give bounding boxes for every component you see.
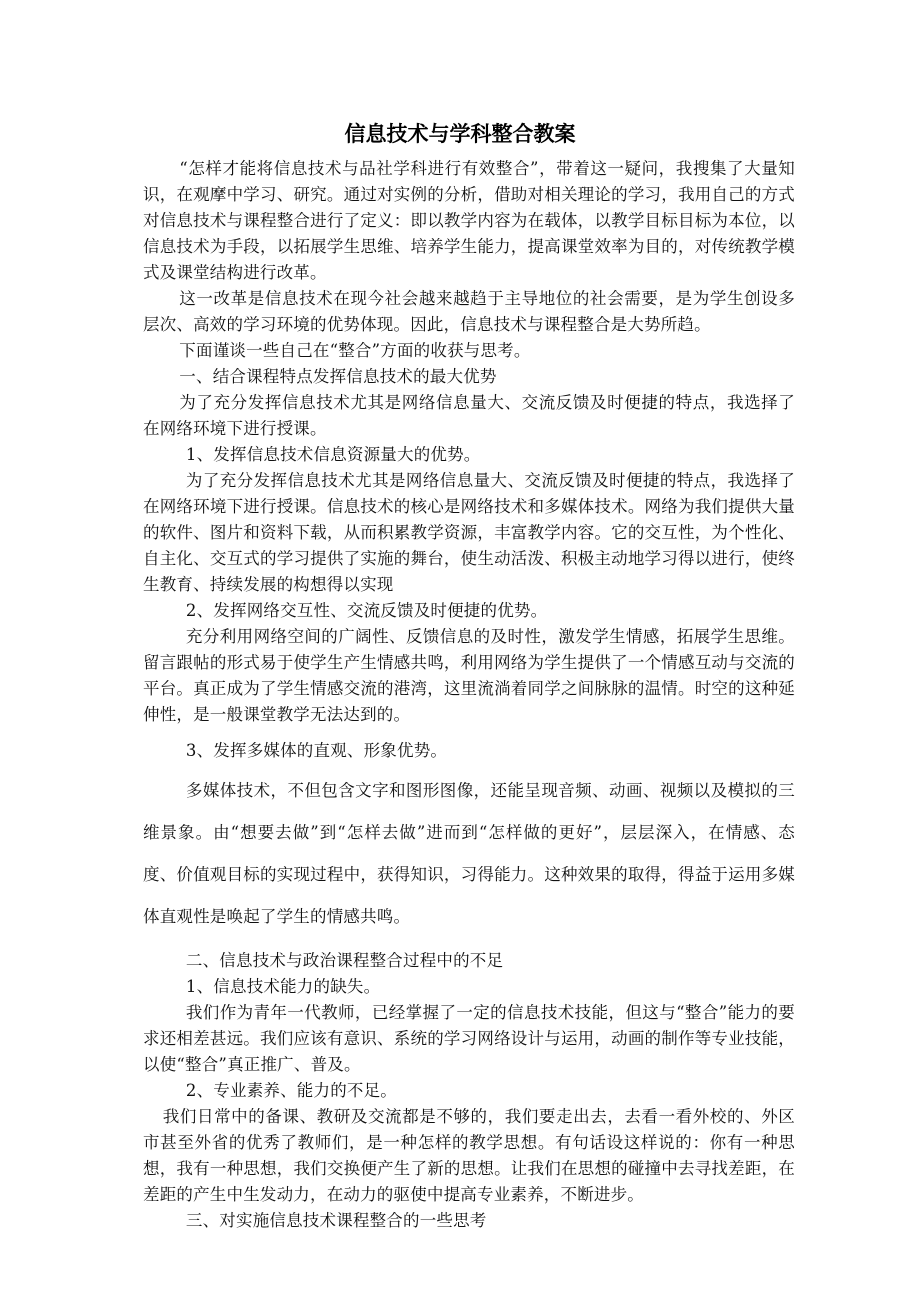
paragraph-intro: “怎样才能将信息技术与品社学科进行有效整合”，带着这一疑问，我搜集了大量知识，在观摩中学习、研究。通过对实例的分析，借助对相关理论的学习，我用自己的方式对信息技术与课程整合进行了定义：即以教学内容为在载体，以教学目标目标为本位，以信息技术为手段，以拓展学生思维、培养学生能力，提高课堂效率为目的，对传统教学模式及课堂结构进行改革。 bbox=[143, 159, 795, 282]
heading-section-2: 二、信息技术与政治课程整合过程中的不足 bbox=[185, 951, 504, 970]
heading-item-2-1: 1、信息技术能力的缺失。 bbox=[185, 977, 381, 996]
paragraph-reform: 这一改革是信息技术在现今社会越来越趋于主导地位的社会需要，是为学生创设多层次、高效的学习环境的优势体现。因此，信息技术与课程整合是大势所趋。 bbox=[143, 289, 795, 334]
heading-item-1-1: 1、发挥信息技术信息资源量大的优势。 bbox=[185, 445, 481, 464]
document-title: 信息技术与学科整合教案 bbox=[344, 122, 576, 146]
heading-item-1-3: 3、发挥多媒体的直观、形象优势。 bbox=[185, 741, 448, 760]
heading-item-2-2: 2、专业素养、能力的不足。 bbox=[185, 1081, 397, 1100]
document-body bbox=[143, 156, 795, 1234]
paragraph-item-1-3: 多媒体技术，不但包含文字和图形图像，还能呈现音频、动画、视频以及模拟的三维景象。由“想要去做”到“怎样去做”进而到“怎样做的更好”，层层深入，在情感、态度、价值观目标的实现过程中，获得知识，习得能力。这种效果的取得，得益于运用多媒体直观性是唤起了学生的情感共鸣。 bbox=[143, 781, 795, 926]
paragraph-section-1: 为了充分发挥信息技术尤其是网络信息量大、交流反馈及时便捷的特点，我选择了在网络环境下进行授课。 bbox=[143, 393, 795, 438]
paragraph-item-1-1: 为了充分发挥信息技术尤其是网络信息量大、交流反馈及时便捷的特点，我选择了在网络环境下进行授课。信息技术的核心是网络技术和多媒体技术。网络为我们提供大量的软件、图片和资料下载，从而积累教学资源，丰富教学内容。它的交互性，为个性化、自主化、交互式的学习提供了实施的舞台，使生动活泼、积极主动地学习得以进行，使终生教育、持续发展的构想得以实现 bbox=[143, 471, 795, 594]
paragraph-item-2-1: 我们作为青年一代教师，已经掌握了一定的信息技术技能，但这与“整合”能力的要求还相差甚远。我们应该有意识、系统的学习网络设计与运用，动画的制作等专业技能，以使“整合”真正推广、普及。 bbox=[143, 1003, 795, 1074]
heading-section-1: 一、结合课程特点发挥信息技术的最大优势 bbox=[179, 367, 497, 386]
heading-item-1-2: 2、发挥网络交互性、交流反馈及时便捷的优势。 bbox=[185, 601, 548, 620]
paragraph-item-2-2: 我们日常中的备课、教研及交流都是不够的，我们要走出去，去看一看外校的、外区市甚至外省的优秀了教师们，是一种怎样的教学思想。有句话设这样说的：你有一种思想，我有一种思想，我们交换便产生了新的思想。让我们在思想的碰撞中去寻找差距，在差距的产生中生发动力，在动力的驱使中提高专业素养，不断进步。 bbox=[143, 1107, 795, 1204]
paragraph-lead: 下面谨谈一些自己在“整合”方面的收获与思考。 bbox=[179, 341, 531, 360]
paragraph-item-1-2: 充分利用网络空间的广阔性、反馈信息的及时性，激发学生情感，拓展学生思维。留言跟帖的形式易于使学生产生情感共鸣，利用网络为学生提供了一个情感互动与交流的平台。真正成为了学生情感交流的港湾，这里流淌着同学之间脉脉的温情。时空的这种延伸性，是一般课堂教学无法达到的。 bbox=[143, 627, 795, 724]
heading-section-3: 三、对实施信息技术课程整合的一些思考 bbox=[185, 1211, 487, 1230]
